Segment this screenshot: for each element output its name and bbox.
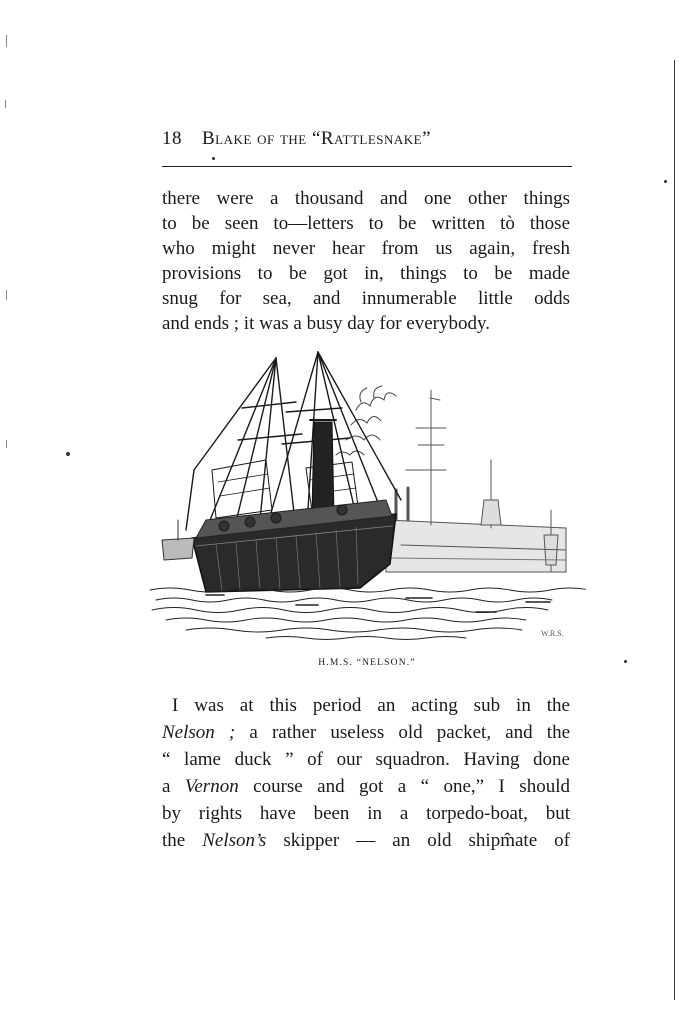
- text-span: the: [162, 830, 203, 851]
- running-title: Blake of the “Rattlesnake”: [202, 128, 432, 149]
- text-line: I was at this period an acting sub in the: [172, 695, 570, 716]
- text-span: a: [162, 776, 185, 797]
- margin-mark: [6, 290, 7, 300]
- paragraph-continuation: [162, 186, 570, 336]
- margin-mark: [6, 35, 7, 47]
- ship-illustration: [146, 350, 586, 650]
- margin-mark: [6, 440, 7, 448]
- water: [150, 588, 586, 640]
- ship-name: Vernon: [184, 776, 239, 797]
- page-edge: [674, 60, 675, 1000]
- margin-dot: [624, 660, 627, 663]
- paragraph: [162, 692, 570, 854]
- text-line: [162, 773, 570, 800]
- illustrator-signature: W.R.S.: [541, 629, 564, 638]
- text-line: there were a thousand and one other things: [162, 188, 570, 209]
- text-span: a rather useless old packet, and the: [235, 722, 571, 743]
- text-line: [162, 719, 570, 746]
- running-head: [162, 128, 572, 158]
- text-line: [162, 827, 570, 854]
- illustration-caption: H.M.S. “NELSON.”: [318, 658, 416, 668]
- text-line: snug for sea, and innumerable little odds: [162, 288, 570, 309]
- page-number: 18: [162, 128, 182, 149]
- text-line: “ lame duck ” of our squadron. Having done: [162, 749, 570, 770]
- text-span: skipper — an old shipm̂ate of: [266, 830, 570, 851]
- head-rule: [162, 166, 572, 167]
- ship-name: Nelson’s: [202, 830, 267, 851]
- text-line: who might never hear from us again, fresh: [162, 238, 570, 259]
- margin-mark: [5, 100, 6, 108]
- background-ship: [386, 390, 566, 572]
- text-span: course and got a “ one,” I should: [238, 776, 570, 797]
- small-boat: [162, 538, 194, 560]
- funnel: [312, 422, 334, 515]
- margin-dot: [66, 452, 70, 456]
- text-line: to be seen to—letters to be written tò those: [162, 213, 570, 234]
- text-line: and ends ; it was a busy day for everybody.: [162, 313, 491, 334]
- text-line: by rights have been in a torpedo-boat, but: [162, 803, 570, 824]
- margin-dot: [664, 180, 667, 183]
- text-line: provisions to be got in, things to be made: [162, 263, 570, 284]
- ship-name: Nelson ;: [162, 722, 236, 743]
